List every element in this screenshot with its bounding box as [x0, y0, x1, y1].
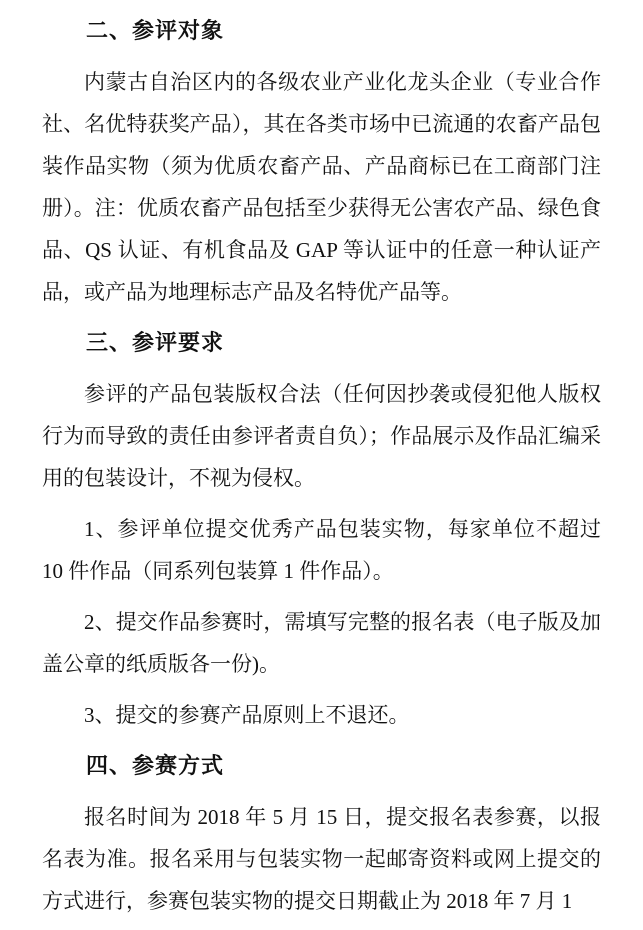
paragraph-copyright-terms: 参评的产品包装版权合法（任何因抄袭或侵犯他人版权行为而导致的责任由参评者责自负）；作品展示及作品汇编采用的包装设计，不视为侵权。: [42, 382, 601, 490]
paragraph-registration-dates: 报名时间为 2018 年 5 月 15 日，提交报名表参赛，以报名表为准。报名采用与包装实物一起邮寄资料或网上提交的方式进行，参赛包装实物的提交日期截止为 2018 年 7 月 1: [42, 805, 601, 913]
paragraph-item-3-no-return: 3、提交的参赛产品原则上不退还。: [84, 703, 410, 727]
paragraph-item-2-registration-form: 2、提交作品参赛时，需填写完整的报名表（电子版及加盖公章的纸质版各一份)。: [42, 610, 601, 676]
section-heading-participation-method: 四、参赛方式: [86, 753, 225, 778]
paragraph-entry-targets-body: 内蒙古自治区内的各级农业产业化龙头企业（专业合作社、名优特获奖产品），其在各类市场中已流通的农畜产品包装作品实物（须为优质农畜产品、产品商标已在工商部门注册）。注：优质农畜产品包括至少获得无公害农产品、绿色食品、QS 认证、有机食品及 GAP 等认证中的任意一种认证产品，或产品为地理标志产品及名特优产品等。: [42, 70, 601, 304]
section-heading-entry-requirements: 三、参评要求: [86, 330, 225, 355]
paragraph-item-1-submission-limit: 1、参评单位提交优秀产品包装实物，每家单位不超过 10 件作品（同系列包装算 1 件作品）。: [42, 517, 601, 583]
section-heading-entry-targets: 二、参评对象: [86, 18, 225, 43]
